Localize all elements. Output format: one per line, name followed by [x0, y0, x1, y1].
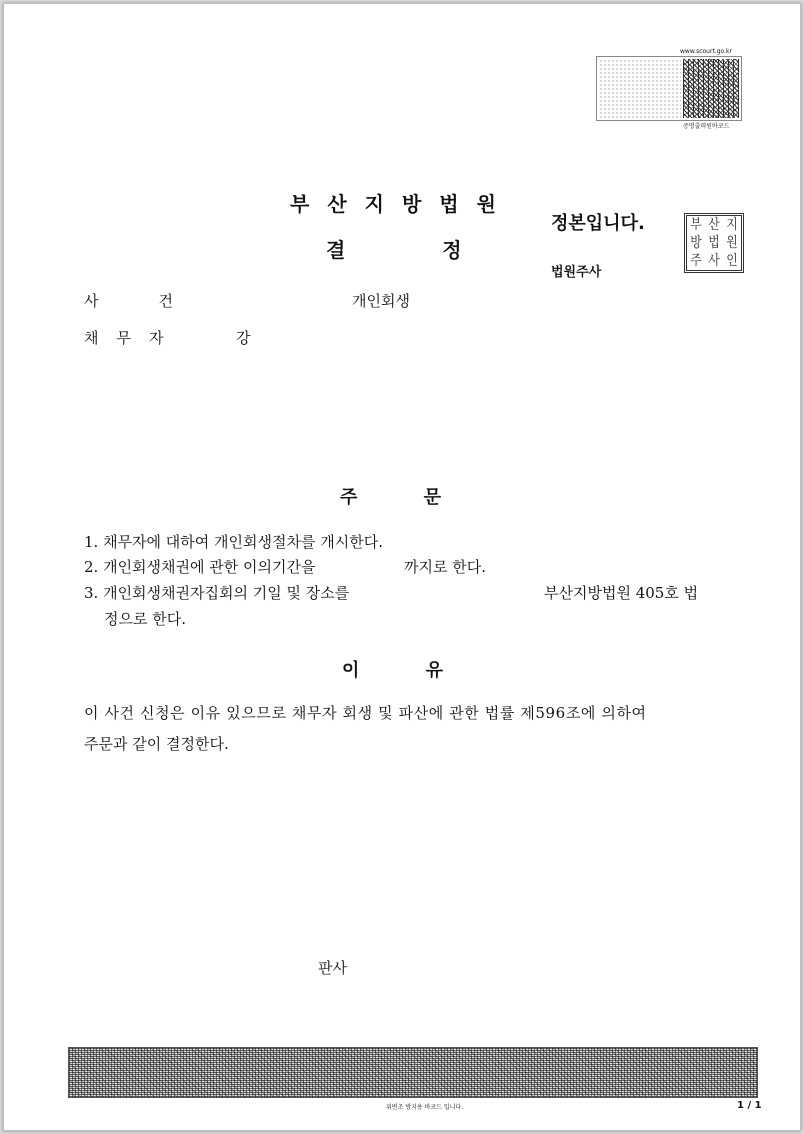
document-type: 결 정: [326, 238, 462, 262]
document-page: [3, 3, 801, 1131]
court-seal: [684, 213, 744, 273]
page-number: 1 / 1: [737, 1100, 762, 1111]
seal-char: 주: [690, 253, 702, 269]
order-item-3-place: 부산지방법원 405호 법: [544, 584, 699, 602]
case-label: 사건: [84, 292, 233, 310]
site-url: www.scourt.go.kr: [680, 48, 732, 55]
barcode-light-area: [599, 59, 681, 118]
reason-line-1: 이 사건 신청은 이유 있으므로 채무자 회생 및 파산에 관한 법률 제596조에 의하여: [84, 704, 647, 722]
anti-forgery-barcode: [68, 1047, 758, 1098]
order-item-3: 3. 개인회생채권자집회의 기일 및 장소를: [84, 584, 350, 602]
reason-line-2: 주문과 같이 결정한다.: [84, 735, 229, 753]
certified-copy-stamp: 정본입니다.: [551, 213, 645, 234]
order-item-1: 1. 채무자에 대하여 개인회생절차를 개시한다.: [84, 533, 383, 551]
seal-char: 산: [708, 217, 720, 233]
seal-char: 방: [690, 235, 702, 251]
seal-char: 인: [726, 253, 738, 269]
barcode-dark-area: [683, 59, 739, 118]
seal-char: 사: [708, 253, 720, 269]
anti-forgery-caption: 위변조 방지용 바코드 입니다.: [386, 1104, 464, 1111]
seal-char: 원: [726, 235, 738, 251]
reason-heading: 이 유: [342, 660, 444, 681]
barcode-caption: 증명출력원바코드: [683, 123, 730, 130]
case-value: 개인회생: [352, 292, 410, 310]
seal-char: 부: [690, 217, 702, 233]
certificate-barcode: [596, 56, 742, 121]
judge-signature-label: 판사: [318, 959, 347, 977]
order-item-3-continued: 정으로 한다.: [104, 610, 186, 628]
court-name: 부산지방법원: [290, 192, 514, 216]
seal-char: 지: [726, 217, 738, 233]
debtor-label: 채무자: [84, 329, 182, 347]
clerk-title: 법원주사: [551, 265, 602, 280]
debtor-value: 강: [236, 329, 251, 347]
order-item-2-tail: 까지로 한다.: [404, 558, 486, 576]
order-heading: 주 문: [340, 487, 442, 508]
seal-char: 법: [708, 235, 720, 251]
order-item-2: 2. 개인회생채권에 관한 이의기간을: [84, 558, 316, 576]
